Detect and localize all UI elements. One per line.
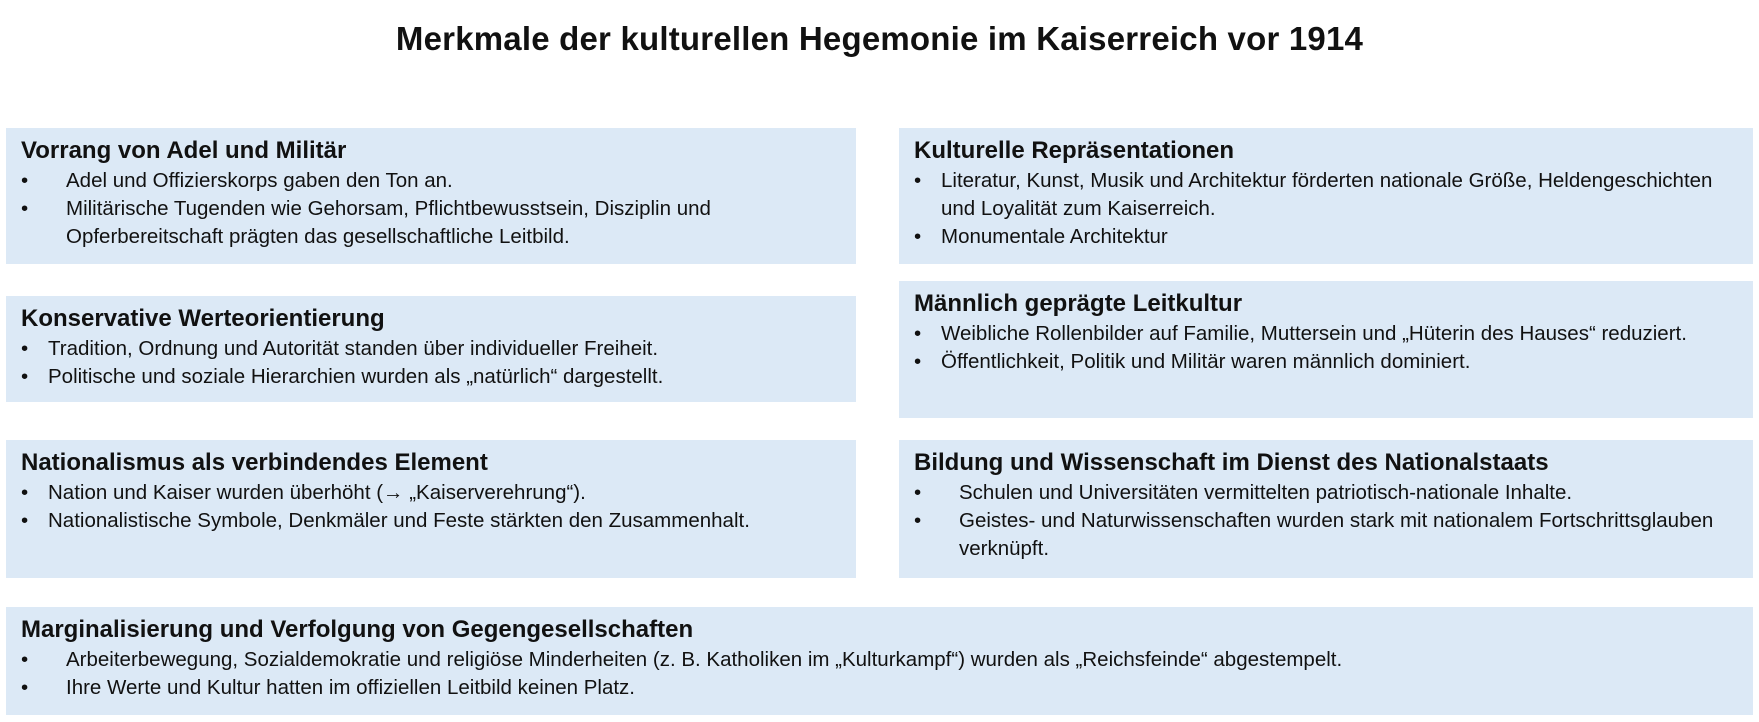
box-adel-militaer [6, 128, 856, 264]
list-item: • Weibliche Rollenbilder auf Familie, Muttersein und „Hüterin des Hauses“ reduziert. [914, 320, 1739, 348]
list-item: • Nation und Kaiser wurden überhöht (→ „Kaiserverehrung“). [21, 479, 842, 507]
bullet-list [21, 479, 842, 535]
list-item: • Arbeiterbewegung, Sozialdemokratie und religiöse Minderheiten (z. B. Katholiken im „Kulturkampf“) wurden als „Reichsfeinde“ abgestempelt. [21, 646, 1739, 674]
box-heading: Bildung und Wissenschaft im Dienst des Nationalstaats [914, 449, 1549, 476]
box-heading: Kulturelle Repräsentationen [914, 137, 1235, 164]
list-item: • Militärische Tugenden wie Gehorsam, Pflichtbewusstsein, Disziplin und Opferbereitschaft prägten das gesellschaftliche Leitbild. [21, 195, 842, 251]
box-bildung-wissenschaft [899, 440, 1753, 578]
bullet-list [914, 479, 1739, 563]
bullet-list [914, 167, 1739, 251]
list-item: • Tradition, Ordnung und Autorität standen über individueller Freiheit. [21, 335, 842, 363]
list-item: • Öffentlichkeit, Politik und Militär waren männlich dominiert. [914, 348, 1739, 376]
box-heading: Marginalisierung und Verfolgung von Gegengesellschaften [21, 616, 694, 643]
box-nationalismus [6, 440, 856, 578]
list-item: • Literatur, Kunst, Musik und Architektur förderten nationale Größe, Heldengeschichten und Loyalität zum Kaiserreich. [914, 167, 1739, 223]
bullet-list [21, 335, 842, 391]
bullet-list [914, 320, 1739, 376]
box-heading: Männlich geprägte Leitkultur [914, 290, 1243, 317]
bullet-list [21, 167, 842, 251]
box-heading: Vorrang von Adel und Militär [21, 137, 347, 164]
list-item: • Ihre Werte und Kultur hatten im offiziellen Leitbild keinen Platz. [21, 674, 1739, 702]
box-heading: Nationalismus als verbindendes Element [21, 449, 488, 476]
box-maennliche-leitkultur [899, 281, 1753, 418]
list-item: • Schulen und Universitäten vermittelten patriotisch-nationale Inhalte. [914, 479, 1739, 507]
box-konservative-werte [6, 296, 856, 402]
list-item: • Monumentale Architektur [914, 223, 1739, 251]
box-heading: Konservative Werteorientierung [21, 305, 385, 332]
page-title: Merkmale der kulturellen Hegemonie im Kaiserreich vor 1914 [395, 20, 1364, 57]
list-item: • Geistes- und Naturwissenschaften wurden stark mit nationalem Fortschrittsglauben verknüpft. [914, 507, 1739, 563]
list-item: • Nationalistische Symbole, Denkmäler und Feste stärkten den Zusammenhalt. [21, 507, 842, 535]
box-marginalisierung [6, 607, 1753, 715]
bullet-list [21, 646, 1739, 702]
list-item: • Politische und soziale Hierarchien wurden als „natürlich“ dargestellt. [21, 363, 842, 391]
box-kulturelle-repraesentationen [899, 128, 1753, 264]
list-item: • Adel und Offizierskorps gaben den Ton an. [21, 167, 842, 195]
